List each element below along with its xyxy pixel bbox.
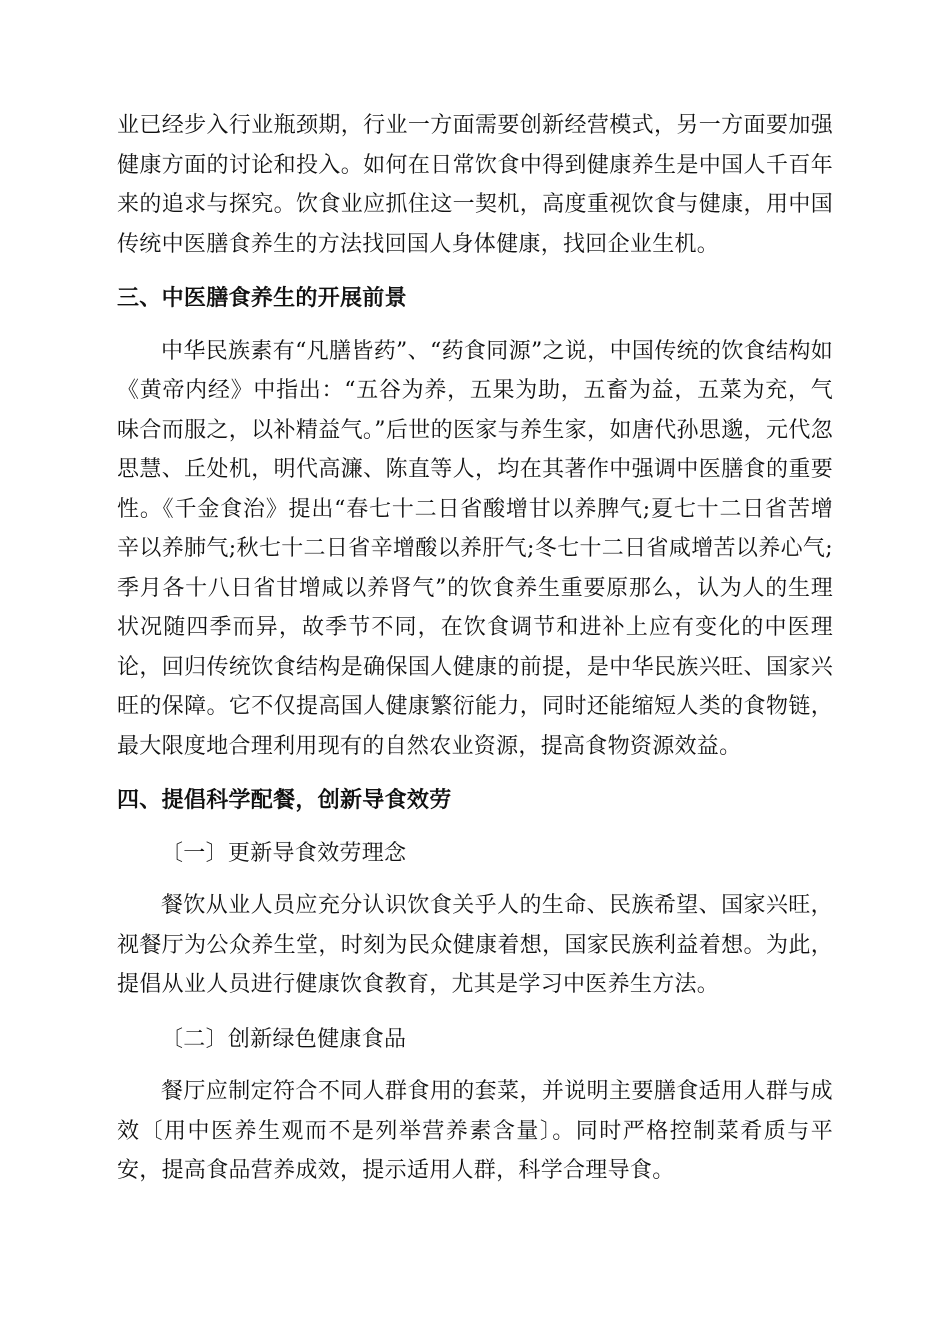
paragraph-green-food: 餐厅应制定符合不同人群食用的套菜，并说明主要膳食适用人群与成效〔用中医养生观而不是列举营养素含量〕。同时严格控制菜肴质与平安，提高食品营养成效，提示适用人群，科学合理导食。 — [117, 1079, 833, 1183]
subsection-heading-2: 〔二〕创新绿色健康食品 — [161, 1026, 407, 1052]
paragraph-industry-health: 业已经步入行业瓶颈期，行业一方面需要创新经营模式，另一方面要加强健康方面的讨论和投入。如何在日常饮食中得到健康养生是中国人千百年来的追求与探究。饮食业应抓住这一契机，高度重视饮食与健康，用中国传统中医膳食养生的方法找回国人身体健康，找回企业生机。 — [117, 113, 833, 257]
section-heading-4: 四、提倡科学配餐，创新导食效劳 — [117, 787, 452, 813]
section-heading-3: 三、中医膳食养生的开展前景 — [117, 285, 407, 311]
document-body — [117, 106, 833, 1191]
subsection-heading-1: 〔一〕更新导食效劳理念 — [161, 840, 407, 866]
paragraph-service-concept: 餐饮从业人员应充分认识饮食关乎人的生命、民族希望、国家兴旺，视餐厅为公众养生堂，时刻为民众健康着想，国家民族利益着想。为此，提倡从业人员进行健康饮食教育，尤其是学习中医养生方法。 — [117, 893, 833, 997]
paragraph-tcm-prospects: 中华民族素有“凡膳皆药”、“药食同源”之说，中国传统的饮食结构如《黄帝内经》中指出：“五谷为养，五果为助，五畜为益，五菜为充，气味合而服之，以补精益气。”后世的医家与养生家，如唐代孙思邈，元代忽思慧、丘处机，明代高濂、陈直等人，均在其著作中强调中医膳食的重要性。《千金食治》提出“春七十二日省酸增甘以养脾气;夏七十二日省苦增辛以养肺气;秋七十二日省辛增酸以养肝气;冬七十二日省咸增苦以养心气;季月各十八日省甘增咸以养肾气”的饮食养生重要原那么，认为人的生理状况随四季而异，故季节不同，在饮食调节和进补上应有变化的中医理论，回归传统饮食结构是确保国人健康的前提，是中华民族兴旺、国家兴旺的保障。它不仅提高国人健康繁衍能力，同时还能缩短人类的食物链，最大限度地合理利用现有的自然农业资源，提高食物资源效益。 — [117, 338, 833, 759]
